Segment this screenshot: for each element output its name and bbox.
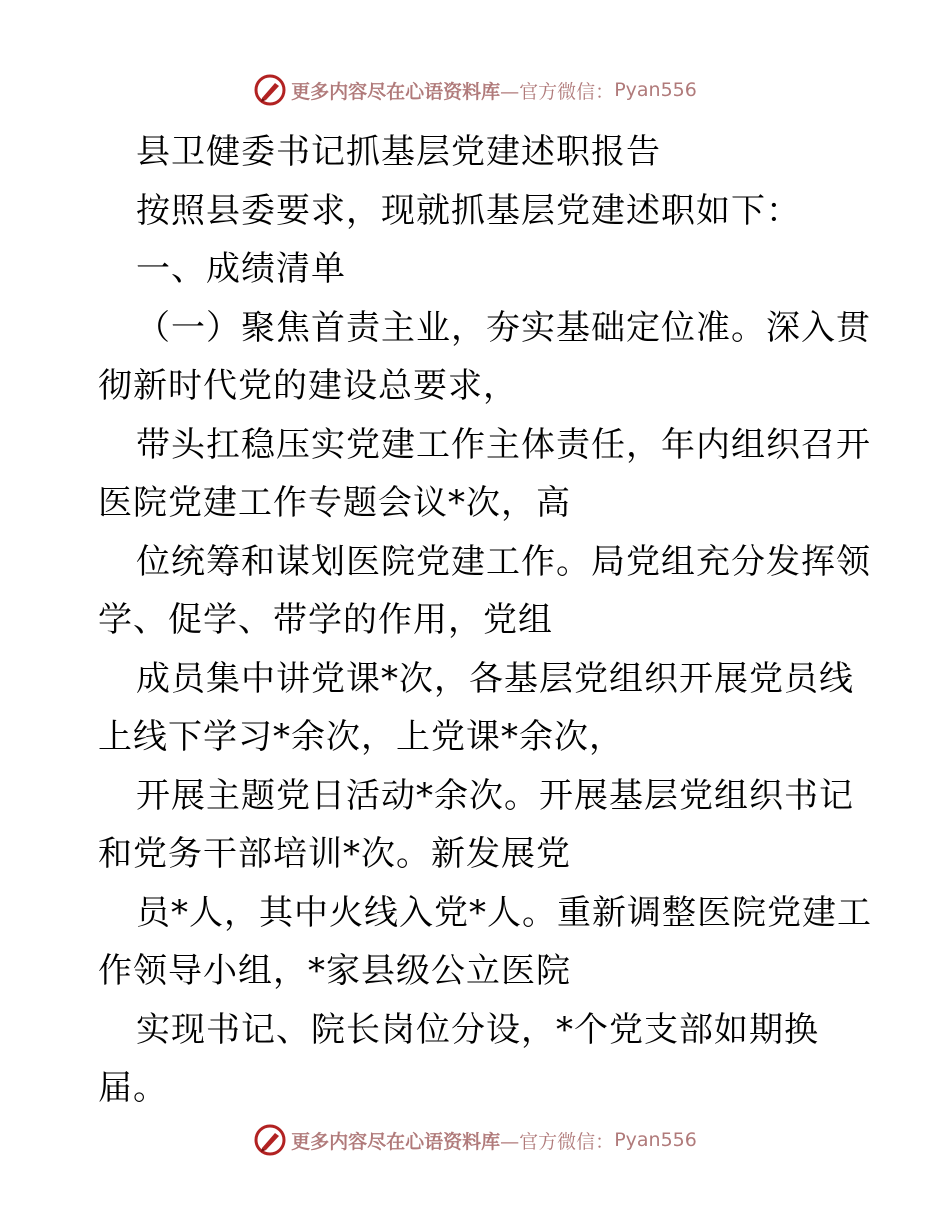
section-heading: 一、成绩清单 bbox=[136, 249, 346, 289]
banner-sub-text: —官方微信： bbox=[500, 80, 615, 103]
paragraph-line: 位统筹和谋划医院党建工作。局党组充分发挥领 bbox=[136, 541, 871, 582]
paragraph-line: 上线下学习*余次，上党课*余次， bbox=[98, 717, 624, 757]
paragraph-line: 员*人，其中火线入党*人。重新调整医院党建工 bbox=[136, 892, 872, 933]
paragraph-line: 实现书记、院长岗位分设，*个党支部如期换 bbox=[136, 1009, 819, 1050]
paragraph-line: （一）聚焦首责主业，夯实基础定位准。深入贯 bbox=[136, 307, 871, 348]
pen-logo-icon bbox=[253, 73, 287, 107]
paragraph-line: 和党务干部培训*次。新发展党 bbox=[98, 834, 571, 874]
paragraph-line: 按照县委要求，现就抓基层党建述职如下： bbox=[136, 190, 801, 231]
header-watermark bbox=[0, 70, 950, 110]
paragraph-line: 医院党建工作专题会议*次，高 bbox=[98, 483, 571, 523]
paragraph-line: 带头扛稳压实党建工作主体责任，年内组织召开 bbox=[136, 424, 871, 465]
banner-sub-text: —官方微信： bbox=[500, 1130, 615, 1153]
paragraph-line: 开展主题党日活动*余次。开展基层党组织书记 bbox=[136, 775, 854, 816]
paragraph-line: 作领导小组，*家县级公立医院 bbox=[98, 951, 571, 991]
document-title: 县卫健委书记抓基层党建述职报告 bbox=[136, 132, 661, 172]
pen-logo-icon bbox=[253, 1123, 287, 1157]
document-body bbox=[98, 123, 872, 1118]
banner-wechat-id: Pyan556 bbox=[614, 79, 697, 101]
paragraph-line: 届。 bbox=[98, 1068, 168, 1108]
paragraph-line: 学、促学、带学的作用，党组 bbox=[98, 600, 553, 640]
footer-watermark bbox=[0, 1120, 950, 1160]
paragraph-line: 成员集中讲党课*次，各基层党组织开展党员线 bbox=[136, 658, 854, 699]
banner-main-text: 更多内容尽在心语资料库 bbox=[291, 1130, 501, 1153]
banner-wechat-id: Pyan556 bbox=[614, 1129, 697, 1151]
banner-main-text: 更多内容尽在心语资料库 bbox=[291, 80, 501, 103]
paragraph-line: 彻新时代党的建设总要求， bbox=[98, 366, 518, 406]
